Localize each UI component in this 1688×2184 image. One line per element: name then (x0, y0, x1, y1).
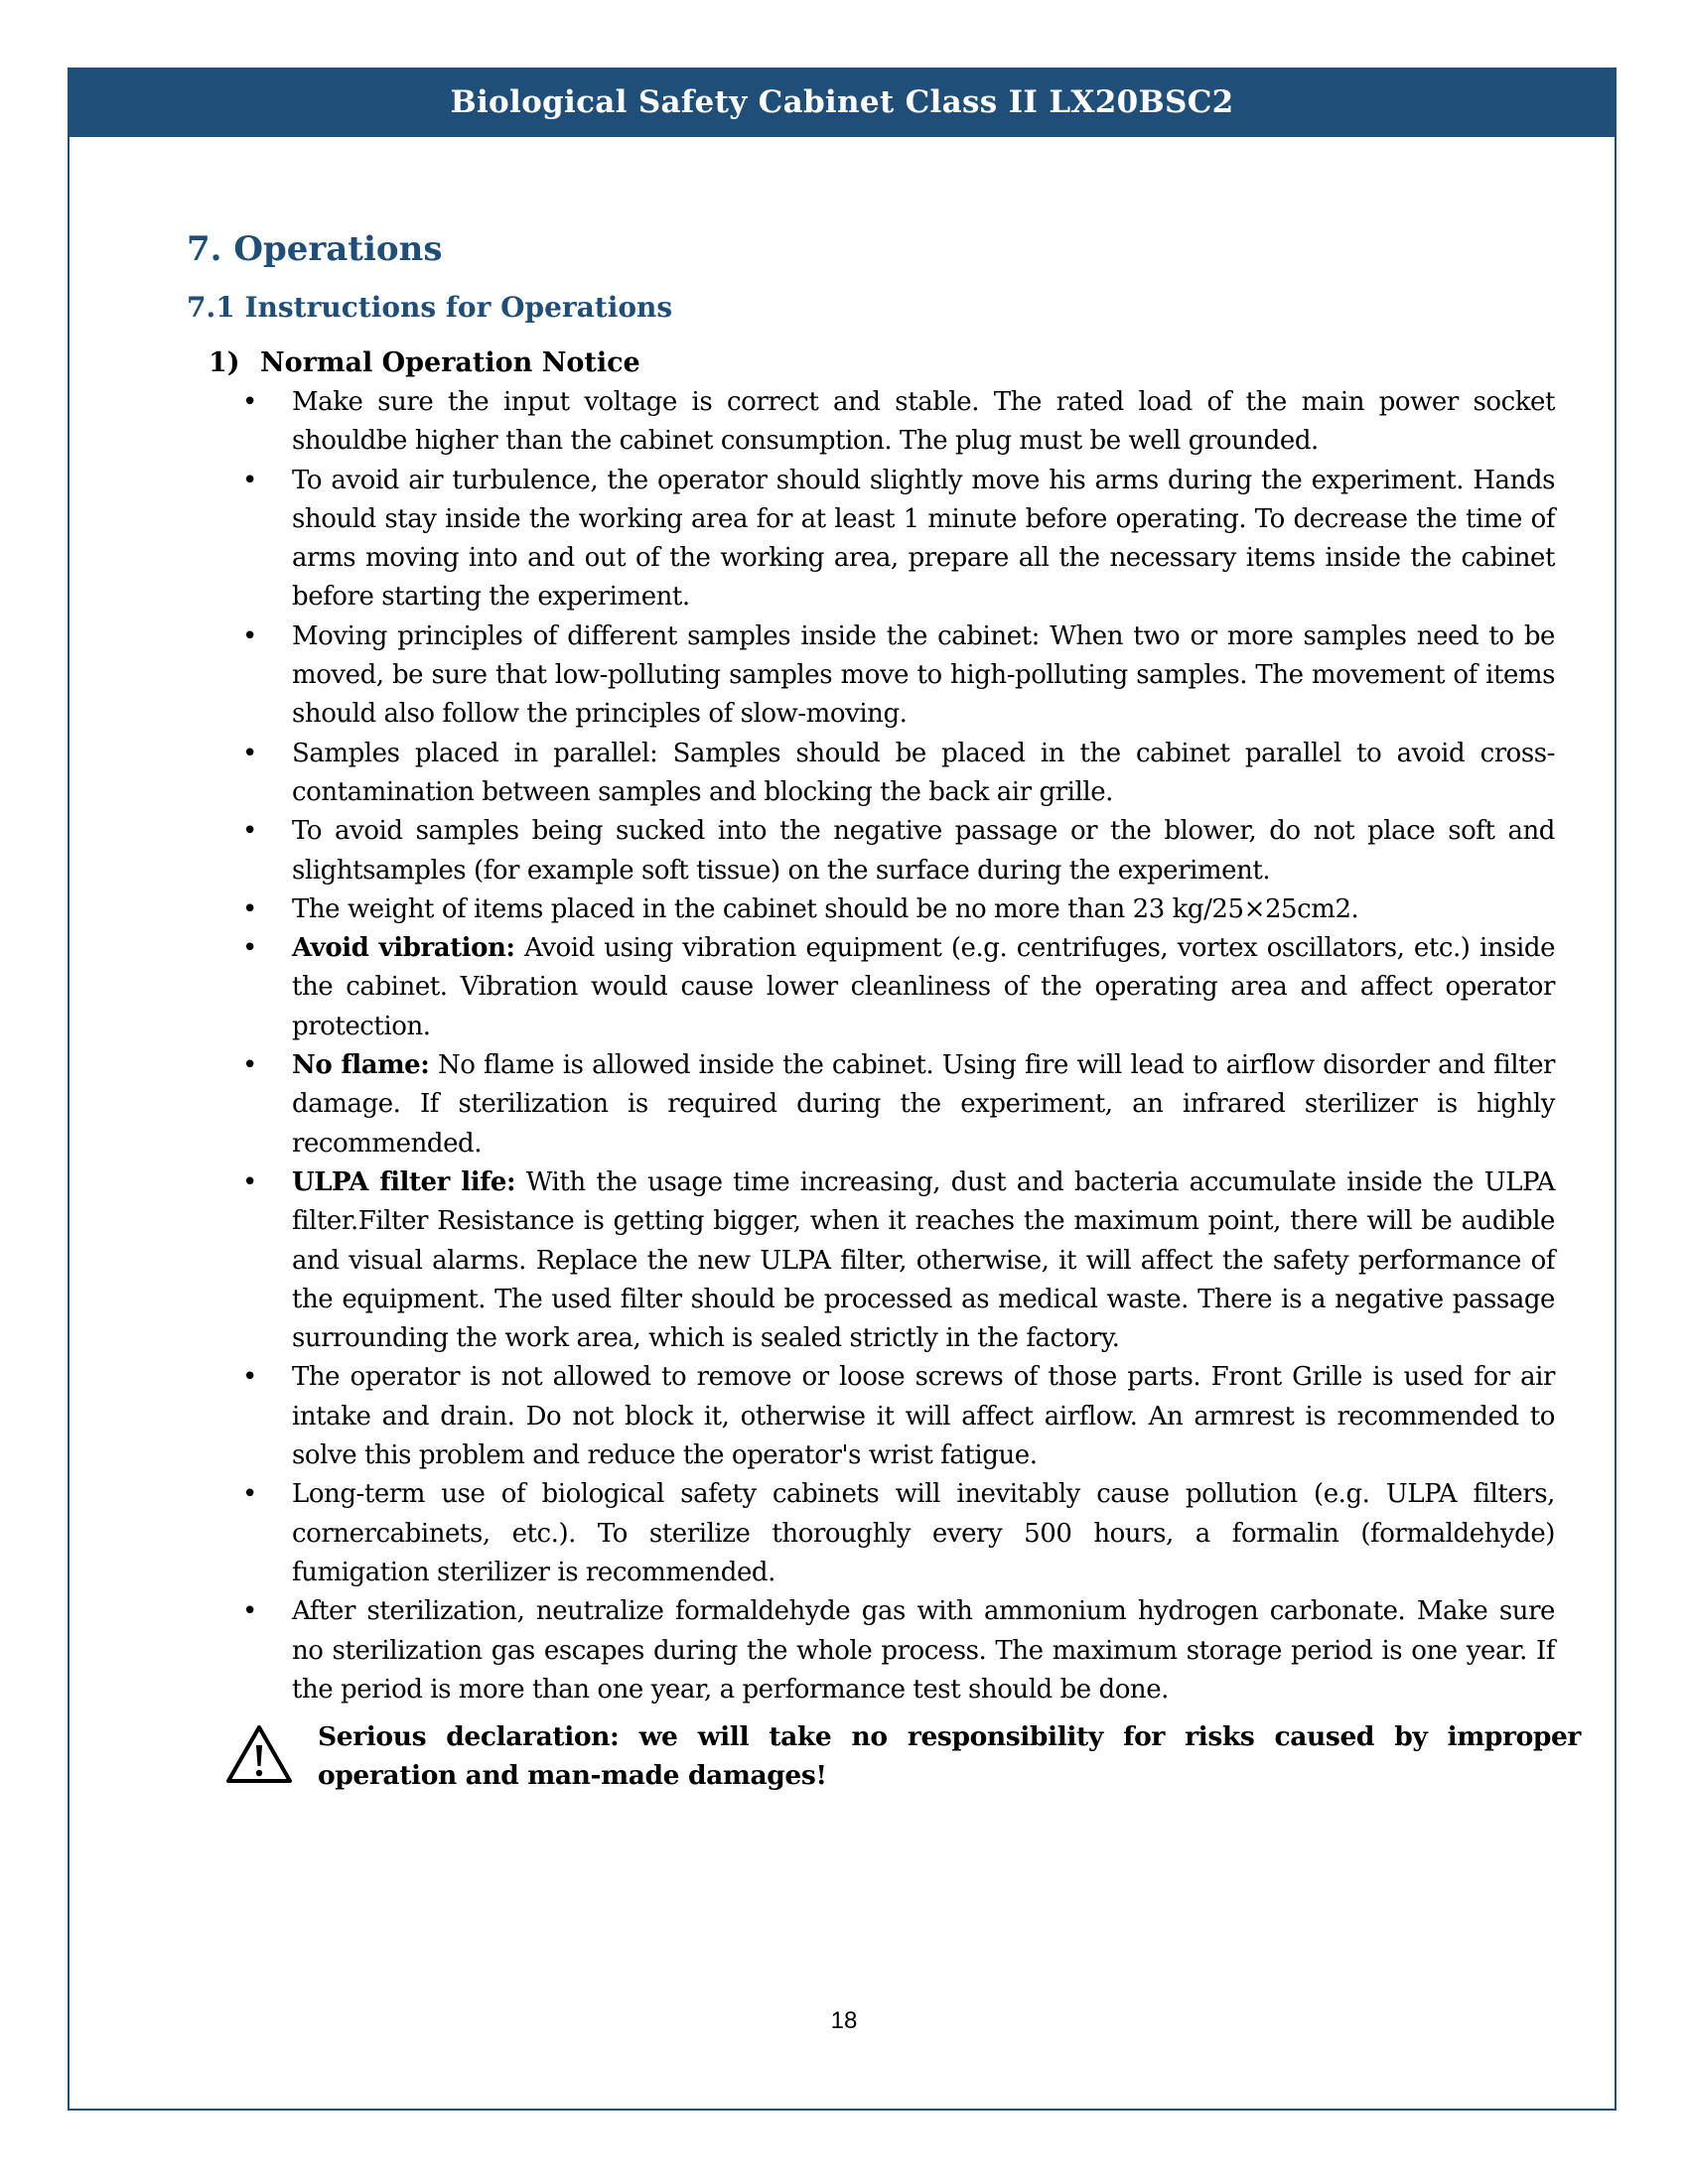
list-item-bold: ULPA filter life: (292, 1166, 516, 1197)
bullet-icon: • (242, 1479, 257, 1510)
subsection-heading: 7.1 Instructions for Operations (187, 291, 673, 324)
serious-declaration (187, 1717, 1581, 1795)
notice-number: 1) (209, 347, 240, 378)
page-content (187, 226, 1581, 1795)
notice-title: Normal Operation Notice (260, 347, 640, 378)
operation-notice-list (187, 383, 1577, 1709)
list-item-text: With the usage time increasing, dust and bacteria accumulate inside the ULPA filter.Filter Resistance is getting bigger, when it reaches the maximum point, there will be audible and visual alarms. Replace the new ULPA filter, otherwise, it will affect the safety performance of the equipment. The used filter should be processed as medical waste. There is a negative passage surrounding the work area, which is sealed strictly in the factory. (292, 1166, 1555, 1354)
bullet-icon: • (242, 1362, 257, 1393)
list-item-bold: No flame: (292, 1050, 430, 1081)
list-item-text: Avoid using vibration equipment (e.g. centrifuges, vortex oscillators, etc.) inside the cabinet. Vibration would cause lower cleanliness of the operating area and affect operator protection. (292, 933, 1555, 1041)
list-item-text: Make sure the input voltage is correct and stable. The rated load of the main power socket shouldbe higher than the cabinet consumption. The plug must be well grounded. (292, 387, 1555, 457)
list-item (187, 462, 1555, 617)
list-item-text: Moving principles of different samples inside the cabinet: When two or more samples need to be moved, be sure that low-polluting samples move to high-polluting samples. The movement of items should also follow the principles of slow-moving. (292, 620, 1555, 730)
list-item (187, 383, 1555, 462)
page-number: 18 (830, 2007, 858, 2034)
list-item-bold: Avoid vibration: (292, 933, 515, 964)
list-item (187, 812, 1555, 890)
bullet-icon: • (242, 1596, 257, 1627)
bullet-icon: • (242, 465, 257, 495)
list-item (187, 735, 1555, 813)
list-item (187, 1358, 1555, 1475)
list-item (187, 929, 1555, 1046)
list-item-text: After sterilization, neutralize formaldehyde gas with ammonium hydrogen carbonate. Make sure no sterilization gas escapes during the whole process. The maximum storage period is one year. If the period is more than one year, a performance test should be done. (292, 1596, 1555, 1705)
bullet-icon: • (242, 738, 257, 768)
notice-heading (209, 343, 1577, 383)
list-item-text: Samples placed in parallel: Samples should be placed in the cabinet parallel to avoid cross-contamination between samples and blocking the back air grille. (292, 738, 1555, 807)
list-item-text: The weight of items placed in the cabinet should be no more than 23 kg/25×25cm2. (292, 893, 1359, 924)
list-item (187, 1046, 1555, 1163)
bullet-icon: • (242, 387, 257, 417)
bullet-icon: • (242, 933, 257, 964)
list-item (187, 1475, 1555, 1592)
section-heading: 7. Operations (187, 229, 443, 269)
bullet-icon: • (242, 893, 257, 924)
document-header (68, 68, 1617, 137)
list-item-text: No flame is allowed inside the cabinet. Using fire will lead to airflow disorder and filter damage. If sterilization is required during the experiment, an infrared sterilizer is highly recommended. (292, 1050, 1555, 1159)
bullet-icon: • (242, 816, 257, 847)
declaration-text: Serious declaration: we will take no responsibility for risks caused by improper operation and man-made damages! (318, 1721, 1581, 1792)
list-item (187, 890, 1555, 929)
warning-triangle-icon (224, 1723, 294, 1785)
list-item (187, 1592, 1555, 1709)
bullet-icon: • (242, 620, 257, 651)
list-item-text: Long-term use of biological safety cabinets will inevitably cause pollution (e.g. ULPA filters, cornercabinets, etc.). To sterilize thoroughly every 500 hours, a formalin (formaldehyde) fumigation sterilizer is recommended. (292, 1479, 1555, 1587)
list-item-text: To avoid samples being sucked into the negative passage or the blower, do not place soft and slightsamples (for example soft tissue) on the surface during the experiment. (292, 816, 1555, 886)
bullet-icon: • (242, 1166, 257, 1197)
list-item (187, 1163, 1555, 1358)
header-title: Biological Safety Cabinet Class II LX20BSC2 (450, 84, 1234, 120)
list-item-text: To avoid air turbulence, the operator should slightly move his arms during the experiment. Hands should stay inside the working area for at least 1 minute before operating. To decrease the time of arms moving into and out of the working area, prepare all the necessary items inside the cabinet before starting the experiment. (292, 465, 1555, 613)
list-item (187, 617, 1555, 735)
bullet-icon: • (242, 1050, 257, 1081)
list-item-text: The operator is not allowed to remove or loose screws of those parts. Front Grille is used for air intake and drain. Do not block it, otherwise it will affect airflow. An armrest is recommended to solve this problem and reduce the operator's wrist fatigue. (292, 1362, 1555, 1471)
